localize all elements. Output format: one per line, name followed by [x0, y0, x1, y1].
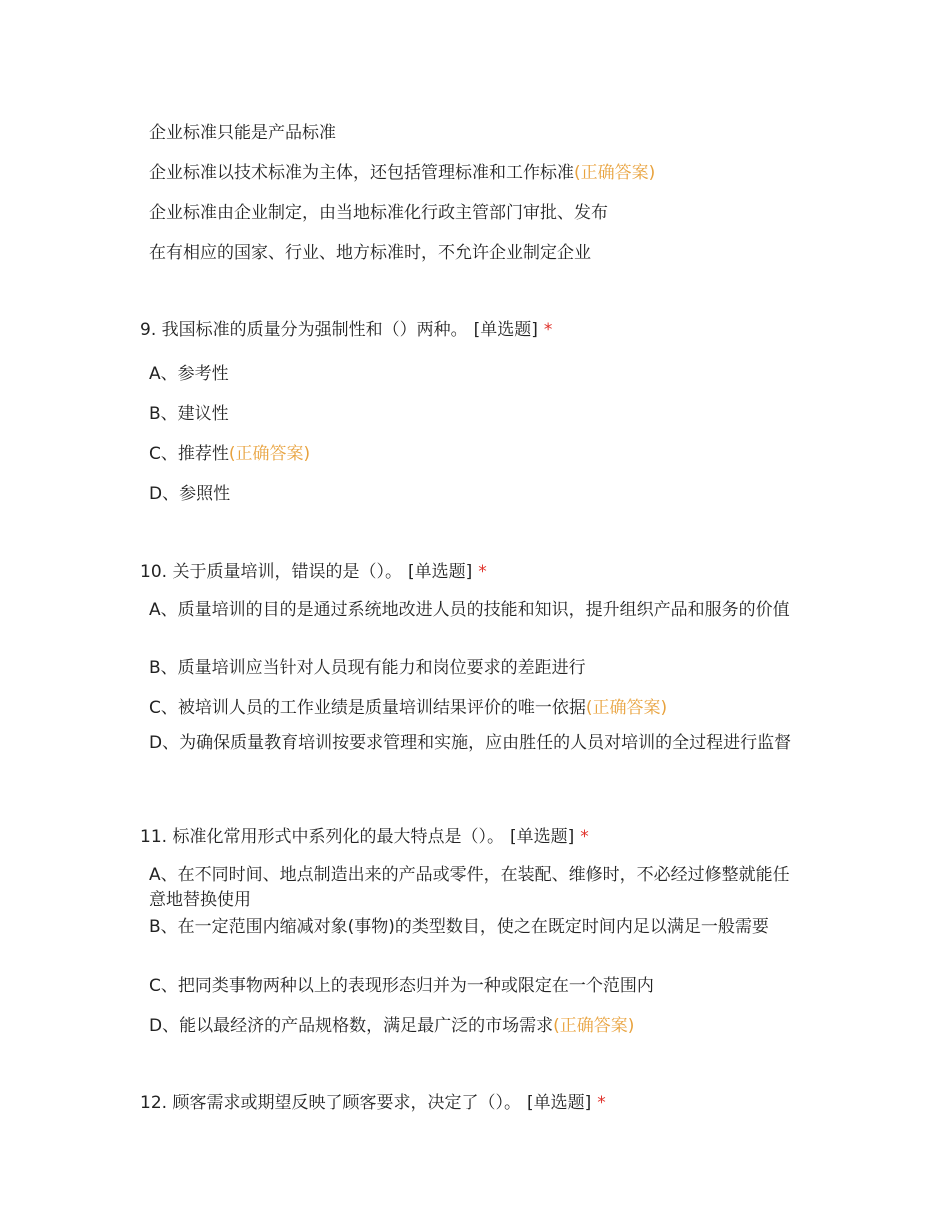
option-item — [149, 863, 804, 913]
option-text: D、能以最经济的产品规格数，满足最广泛的市场需求 — [149, 1016, 554, 1036]
question-text: 9. 我国标准的质量分为强制性和（）两种。 — [140, 320, 468, 340]
option-text: 在有相应的国家、行业、地方标准时，不允许企业制定企业 — [149, 243, 591, 263]
option-text: A、参考性 — [149, 364, 229, 384]
option-item — [149, 402, 804, 427]
required-marker: * — [580, 827, 589, 847]
option-item — [149, 241, 804, 266]
required-marker: * — [597, 1093, 606, 1113]
question-title — [140, 318, 552, 342]
required-marker: * — [543, 320, 553, 340]
correct-answer-label: (正确答案) — [553, 1016, 635, 1036]
correct-answer-label: (正确答案) — [574, 163, 656, 183]
option-item — [149, 201, 804, 226]
option-item — [149, 696, 804, 721]
option-item — [149, 915, 804, 940]
option-text: B、在一定范围内缩减对象(事物)的类型数目，使之在既定时间内足以满足一般需要 — [149, 917, 769, 937]
question-type: [单选题] — [526, 1093, 592, 1113]
question-text: 10. 关于质量培训，错误的是（）。 — [140, 562, 402, 582]
question-text: 11. 标准化常用形式中系列化的最大特点是（）。 — [140, 827, 504, 847]
question-title — [140, 1091, 606, 1115]
question-type: [单选题] — [473, 320, 538, 340]
question-type: [单选题] — [407, 562, 473, 582]
option-item — [149, 161, 804, 186]
option-item — [149, 121, 804, 146]
option-text: B、建议性 — [149, 404, 229, 424]
correct-answer-label: (正确答案) — [228, 444, 311, 464]
question-title — [140, 560, 487, 584]
option-text: C、推荐性 — [149, 444, 229, 464]
option-item — [149, 731, 804, 756]
option-text: 企业标准只能是产品标准 — [149, 123, 336, 143]
option-text: B、质量培训应当针对人员现有能力和岗位要求的差距进行 — [149, 658, 586, 678]
option-text: D、参照性 — [149, 484, 231, 504]
option-text: A、质量培训的目的是通过系统地改进人员的技能和知识，提升组织产品和服务的价值 — [149, 600, 790, 620]
option-text: D、为确保质量教育培训按要求管理和实施，应由胜任的人员对培训的全过程进行监督 — [149, 733, 792, 753]
correct-answer-label: (正确答案) — [585, 698, 668, 718]
question-title — [140, 825, 589, 849]
option-item — [149, 974, 804, 999]
option-item — [149, 656, 804, 681]
option-text: A、在不同时间、地点制造出来的产品或零件，在装配、维修时，不必经过修整就能任意地替换使用 — [149, 865, 790, 910]
option-text: C、被培训人员的工作业绩是质量培训结果评价的唯一依据 — [149, 698, 586, 718]
option-item — [149, 598, 804, 623]
option-text: C、把同类事物两种以上的表现形态归并为一种或限定在一个范围内 — [149, 976, 654, 996]
option-item — [149, 1014, 804, 1039]
question-text: 12. 顾客需求或期望反映了顾客要求，决定了（）。 — [140, 1093, 521, 1113]
question-type: [单选题] — [509, 827, 575, 847]
option-item — [149, 442, 804, 467]
option-text: 企业标准由企业制定，由当地标准化行政主管部门审批、发布 — [149, 203, 608, 223]
option-item — [149, 482, 804, 507]
option-text: 企业标准以技术标准为主体，还包括管理标准和工作标准 — [149, 163, 574, 183]
option-item — [149, 362, 804, 387]
required-marker: * — [478, 562, 487, 582]
